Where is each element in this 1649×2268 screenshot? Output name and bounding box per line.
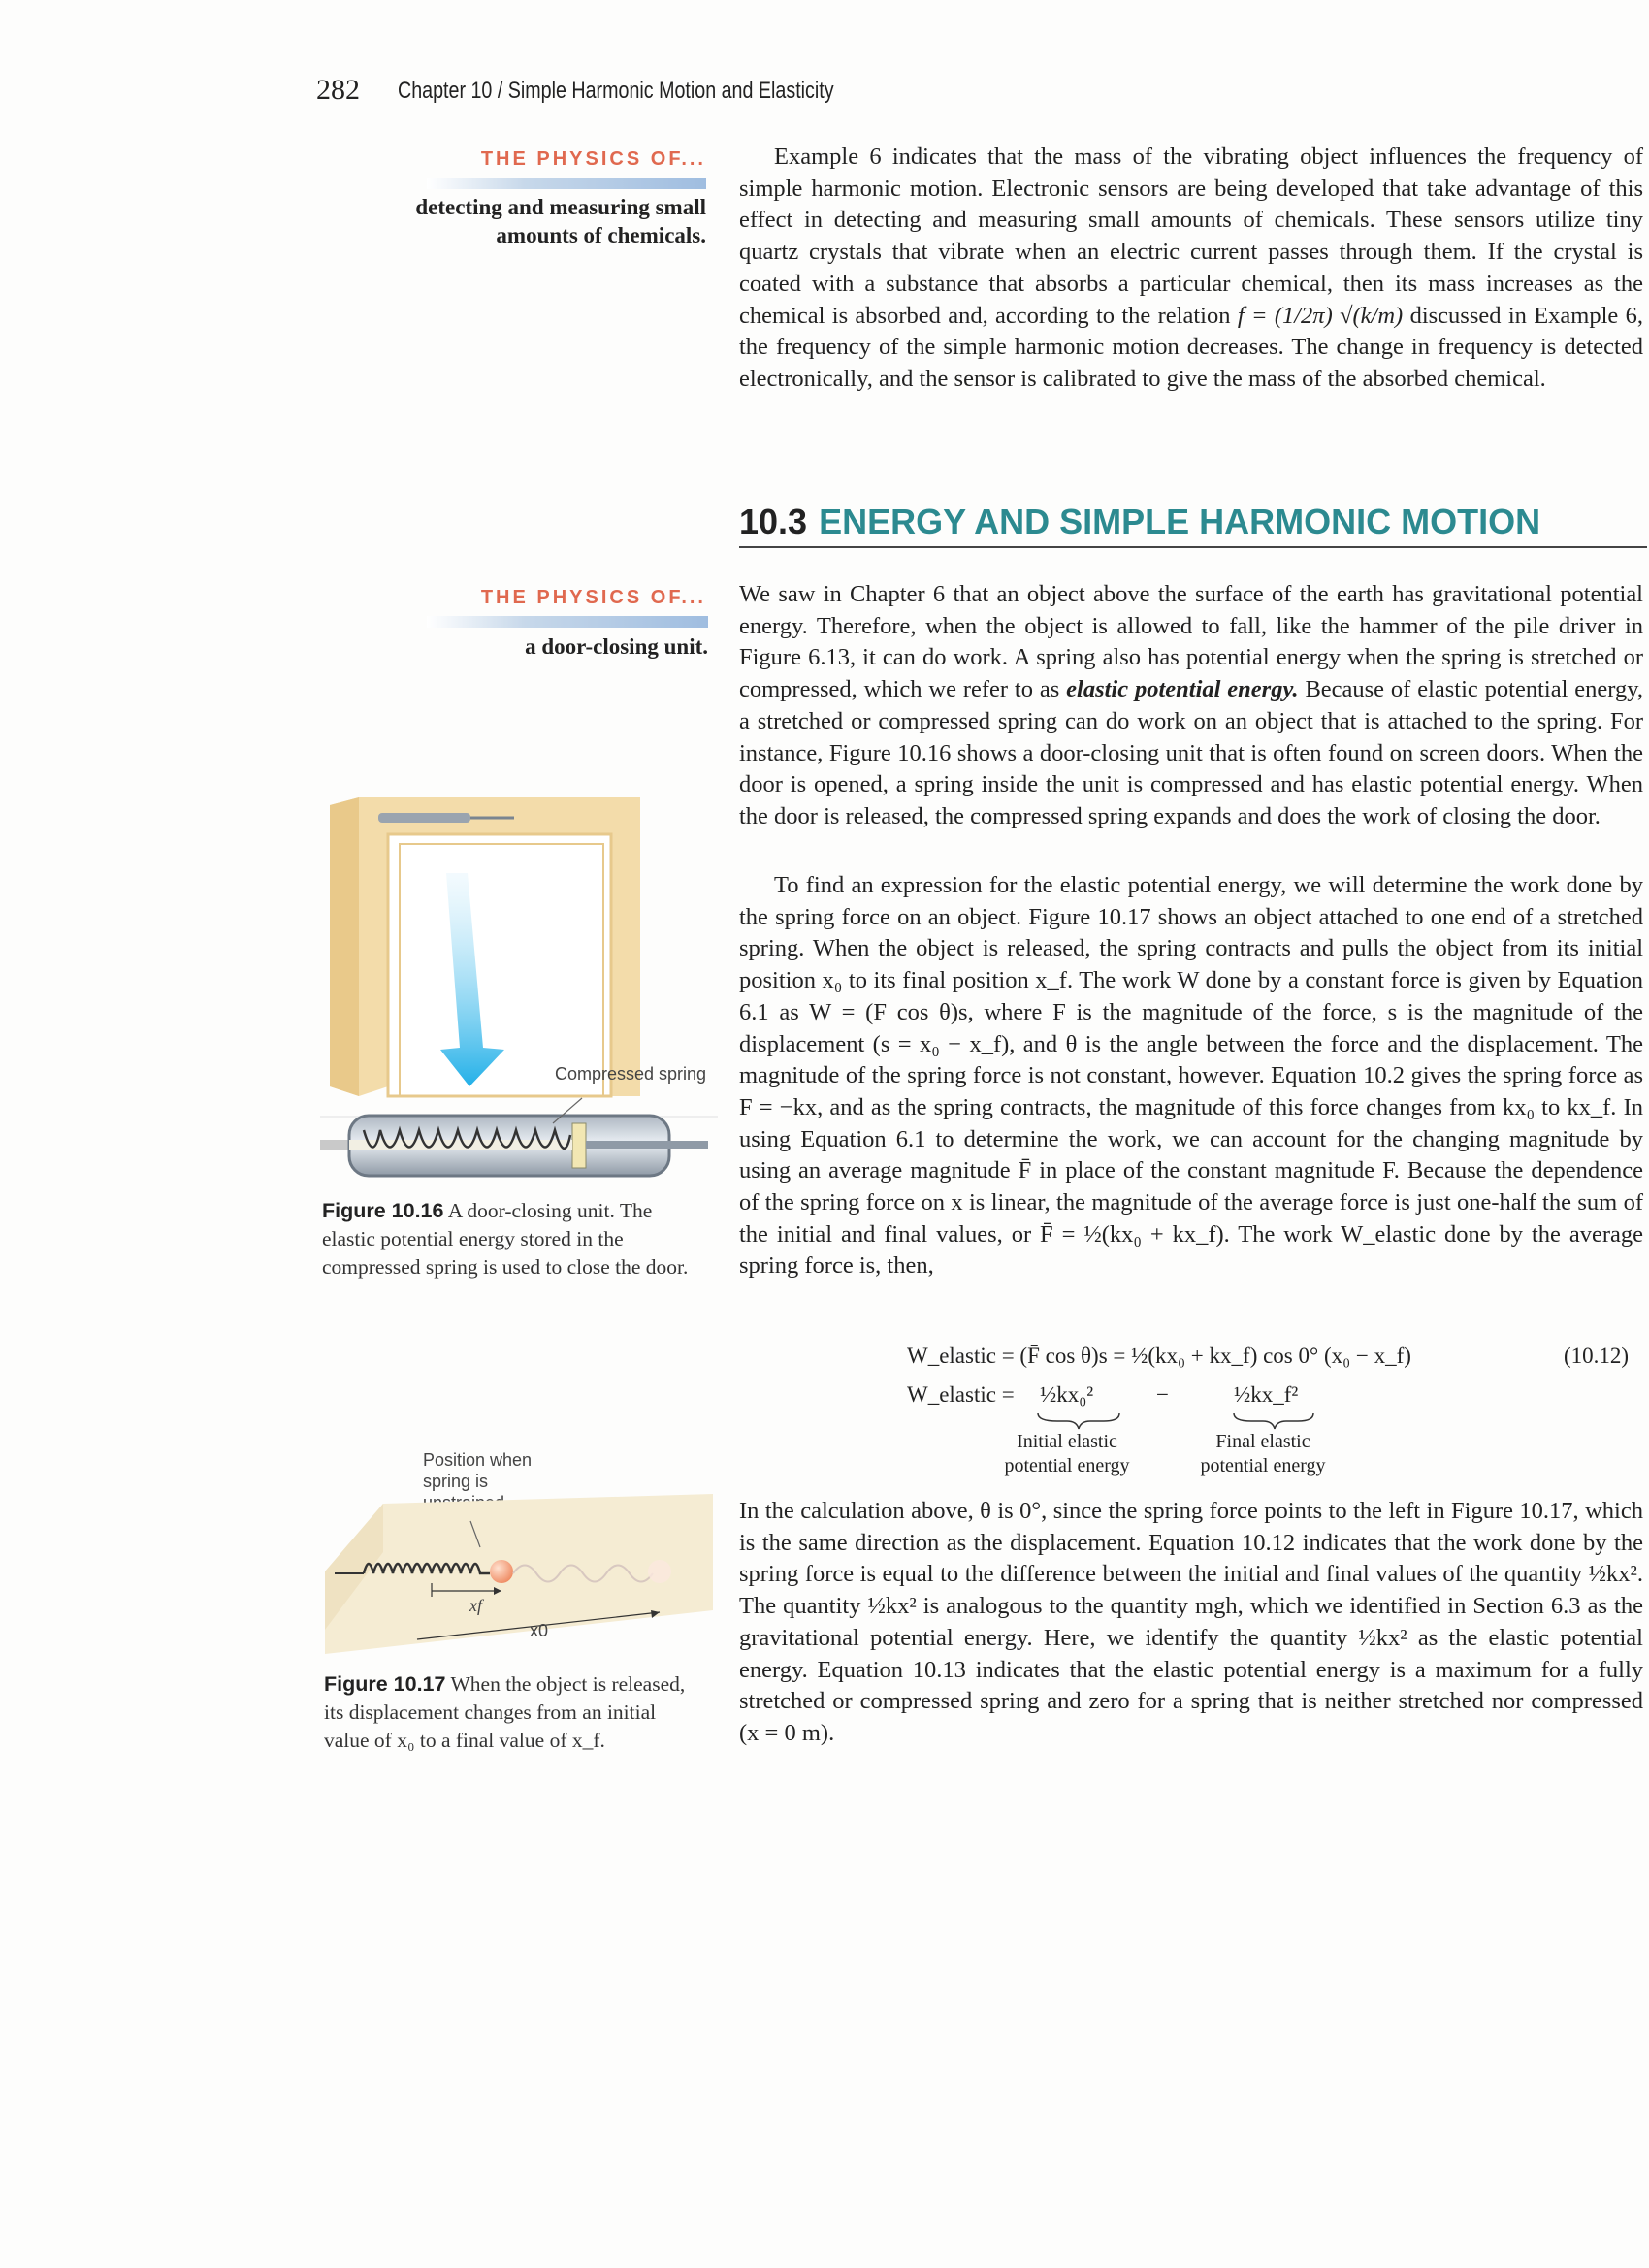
physics-of-label-2: THE PHYSICS OF...: [480, 587, 706, 608]
spring-mass-illustration: [325, 1494, 713, 1659]
running-head: Chapter 10 / Simple Harmonic Motion and Elasticity: [398, 78, 834, 104]
paragraph-3: In the calculation above, θ is 0°, since the spring force points to the left in Figure 10.17, which is the same direction as the displacement. Equation 10.12 indicates that the work done by the spring force is equal to the difference between the initial and final values of the quantity ½kx². The quantity ½kx² is analogous to the quantity mgh, which we identified in Section 6.3 as the gravitational potential energy. Here, we identify the quantity ½kx² as the elastic potential energy. Equation 10.13 indicates that the elastic potential energy is a maximum for a fully stretched or compressed spring and zero for a spring that is neither stretched nor compressed (x = 0 m).: [739, 1498, 1643, 1746]
figure-10-16-number: Figure 10.16: [322, 1199, 444, 1222]
equation-line-2-lhs: W_elastic =: [907, 1382, 1015, 1407]
label-final-energy: Final elastic potential energy: [1200, 1431, 1326, 1476]
door-closer-illustration: [320, 795, 718, 1193]
physics-of-topic-2: a door-closing unit.: [525, 634, 708, 659]
compressed-spring-label: Compressed spring: [555, 1064, 707, 1084]
physics-of-bar-2: [427, 616, 708, 628]
figure-10-16-caption: Figure 10.16 A door-closing unit. The elastic potential energy stored in the compressed spring is used to close the door.: [322, 1199, 689, 1279]
frequency-formula: f = (1/2π) √(k/m): [1237, 302, 1404, 329]
paragraph-1: We saw in Chapter 6 that an object above the surface of the earth has gravitational potential energy. Therefore, when the object is allowed to fall, like the hammer of the pile driver in Figure 6.13, it can do work. A spring also has potential energy when the spring is stretched or compressed, which we refer to as elastic potential energy. Because of elastic potential energy, a stretched or compressed spring can do work on an object that is attached to the spring. For instance, Figure 10.16 shows a door-closing unit that is often found on screen doors. When the door is opened, a spring inside the unit is compressed and has elastic potential energy. When the door is released, the compressed spring expands and does the work of closing the door.: [739, 581, 1643, 829]
physics-of-topic: detecting and measuring small amounts of chemicals.: [415, 195, 706, 247]
figure-10-17-number: Figure 10.17: [324, 1672, 446, 1696]
equation-term-initial: ½kx₀²: [1040, 1382, 1094, 1407]
label-initial-energy: Initial elastic potential energy: [1004, 1431, 1130, 1476]
paragraph-2: To find an expression for the elastic potential energy, we will determine the work done by the spring force on an object. Figure 10.17 shows an object attached to one end of a stretched spring. When the object is released, the spring contracts and pulls the object from its initial position x₀ to its final position x_f. The work W done by a constant force is given by Equation 6.1 as W = (F cos θ)s, where F is the magnitude of the force, s is the magnitude of the displacement (s = x₀ − x_f), and θ is the angle between the force and the displacement. The magnitude of the spring force is not constant, however. Equation 10.2 gives the spring force as F = −kx, and as the spring contracts, the magnitude of this force changes from kx₀ to kx_f. In using Equation 6.1 to determine the work, we can account for the changing magnitude by using an average magnitude F̄ in place of the constant magnitude F. Because the dependence of the spring force on x is linear, the magnitude of the average force is just one-half the sum of the initial and final values, or F̄ = ½(kx₀ + kx_f). The work W_elastic done by the average spring force is, then,: [739, 872, 1643, 1280]
physics-of-label: THE PHYSICS OF...: [480, 148, 706, 170]
equation-minus: −: [1156, 1382, 1169, 1407]
xf-label: xf: [469, 1596, 482, 1615]
x0-label: x0: [530, 1621, 549, 1640]
equation-term-final: ½kx_f²: [1234, 1382, 1299, 1407]
equation-line-1: W_elastic = (F̄ cos θ)s = ½(kx₀ + kx_f) cos 0° (x₀ − x_f): [907, 1344, 1411, 1368]
intro-paragraph: Example 6 indicates that the mass of the vibrating object influences the frequency of simple harmonic motion. Electronic sensors are being developed that take advantage of this effect in detecting and measuring small amounts of chemicals. These sensors utilize tiny quartz crystals that vibrate when an electric current passes through them. If the crystal is coated with a substance that absorbs a particular chemical, then its mass increases as the chemical is absorbed and, according to the relation f = (1/2π) √(k/m) discussed in Example 6, the frequency of the simple harmonic motion decreases. The change in frequency is detected electronically, and the sensor is calibrated to give the mass of the absorbed chemical.: [739, 144, 1644, 392]
figure-10-17-caption: Figure 10.17 When the object is released, its displacement changes from an initial value of x₀ to a final value of x_f.: [324, 1672, 686, 1752]
section-heading: [739, 502, 1647, 548]
key-term: elastic potential energy.: [1066, 676, 1299, 703]
equation-number: (10.12): [1564, 1344, 1630, 1368]
physics-of-bar: [427, 178, 706, 189]
page-number: 282: [316, 74, 360, 106]
section-number: 10.3: [739, 502, 808, 541]
unstrained-position-label: Position when spring is: [423, 1450, 533, 1491]
section-title: ENERGY AND SIMPLE HARMONIC MOTION: [819, 502, 1541, 541]
